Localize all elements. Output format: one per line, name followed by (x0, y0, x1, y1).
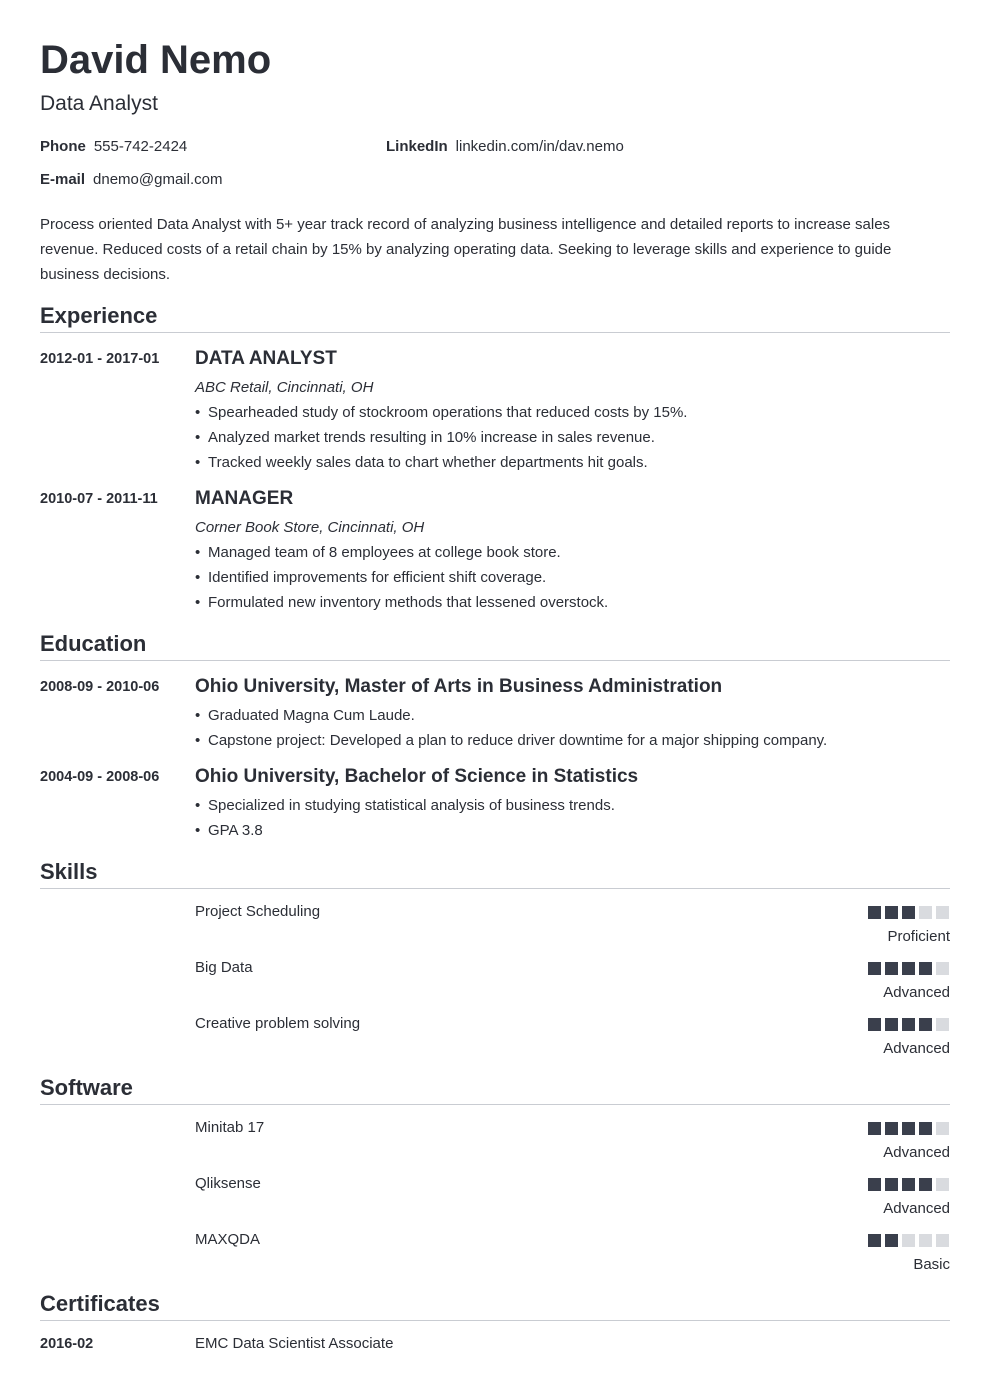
rating-square-filled (885, 906, 898, 919)
list-item: • Managed team of 8 employees at college book store. (195, 544, 561, 561)
software-heading: Software (40, 1075, 133, 1100)
software-divider (40, 1104, 950, 1105)
linkedin-label: LinkedIn (386, 138, 448, 155)
rating-square-filled (885, 1018, 898, 1031)
certificate-name: EMC Data Scientist Associate (195, 1335, 394, 1352)
rating-square-filled (902, 1178, 915, 1191)
software-name: Minitab 17 (195, 1119, 265, 1136)
list-item: • Tracked weekly sales data to chart whether departments hit goals. (195, 454, 648, 471)
rating-square-empty (936, 962, 949, 975)
education-heading: Education (40, 631, 147, 656)
list-item: • Identified improvements for efficient shift coverage. (195, 569, 547, 586)
rating-square-filled (868, 1234, 881, 1247)
rating-square-filled (868, 906, 881, 919)
email-link[interactable]: dnemo@gmail.com (93, 171, 223, 188)
certificate-date: 2016-02 (40, 1336, 94, 1352)
rating-square-filled (902, 1122, 915, 1135)
email-label: E-mail (40, 171, 86, 188)
skills-heading: Skills (40, 859, 98, 884)
list-item: • Capstone project: Developed a plan to reduce driver downtime for a major shipping company. (195, 732, 828, 749)
rating-square-filled (919, 1178, 932, 1191)
software-name: Qliksense (195, 1175, 261, 1192)
rating-square-filled (868, 1178, 881, 1191)
rating-square-filled (885, 962, 898, 975)
rating-square-filled (902, 1018, 915, 1031)
software-level: Advanced (883, 1200, 950, 1217)
rating-square-empty (936, 1122, 949, 1135)
contact-phone (40, 137, 187, 157)
education-dates: 2008-09 - 2010-06 (40, 679, 160, 695)
candidate-title: Data Analyst (40, 92, 158, 115)
list-item: • GPA 3.8 (195, 822, 263, 839)
rating-square-empty (902, 1234, 915, 1247)
job-company: ABC Retail, Cincinnati, OH (195, 379, 374, 396)
rating-square-empty (919, 1234, 932, 1247)
rating-square-filled (868, 1122, 881, 1135)
software-level: Advanced (883, 1144, 950, 1161)
education-dates: 2004-09 - 2008-06 (40, 769, 160, 785)
rating-square-filled (868, 1018, 881, 1031)
certificates-divider (40, 1320, 950, 1321)
rating-square-empty (936, 1018, 949, 1031)
rating-square-filled (902, 962, 915, 975)
list-item: • Specialized in studying statistical analysis of business trends. (195, 797, 615, 814)
job-dates: 2010-07 - 2011-11 (40, 491, 158, 507)
rating-square-filled (885, 1234, 898, 1247)
rating-square-filled (885, 1178, 898, 1191)
rating-square-filled (919, 1122, 932, 1135)
rating-square-filled (902, 906, 915, 919)
experience-heading: Experience (40, 303, 158, 328)
rating-square-empty (936, 906, 949, 919)
education-title: Ohio University, Master of Arts in Business Administration (195, 676, 723, 697)
software-name: MAXQDA (195, 1231, 261, 1248)
education-divider (40, 660, 950, 661)
profile-summary: Process oriented Data Analyst with 5+ year track record of analyzing business intelligence and detailed reports to increase sales revenue. Reduced costs of a retail chain by 15% by analyzing operating data. Seeking to leverage skills and experience to guide business decisions. (40, 216, 892, 283)
phone-value: 555-742-2424 (93, 138, 188, 155)
phone-label: Phone (40, 138, 86, 155)
rating-square-empty (919, 906, 932, 919)
contact-email (40, 170, 222, 190)
skills-divider (40, 888, 950, 889)
rating-square-filled (919, 962, 932, 975)
experience-divider (40, 332, 950, 333)
rating-square-empty (936, 1234, 949, 1247)
list-item: • Spearheaded study of stockroom operations that reduced costs by 15%. (195, 404, 688, 421)
linkedin-link[interactable]: linkedin.com/in/dav.nemo (455, 138, 624, 155)
skill-name: Project Scheduling (195, 903, 321, 920)
skill-name: Big Data (195, 959, 253, 976)
job-company: Corner Book Store, Cincinnati, OH (195, 519, 425, 536)
skill-name: Creative problem solving (195, 1015, 361, 1032)
job-title: MANAGER (195, 488, 294, 509)
rating-square-filled (885, 1122, 898, 1135)
education-title: Ohio University, Bachelor of Science in Statistics (195, 766, 639, 787)
skill-level: Proficient (887, 928, 950, 945)
rating-square-empty (936, 1178, 949, 1191)
list-item: • Formulated new inventory methods that lessened overstock. (195, 594, 609, 611)
list-item: • Analyzed market trends resulting in 10% increase in sales revenue. (195, 429, 655, 446)
software-level: Basic (913, 1256, 950, 1273)
skill-level: Advanced (883, 984, 950, 1001)
contact-linkedin (386, 137, 624, 157)
candidate-name: David Nemo (40, 38, 272, 82)
rating-square-filled (868, 962, 881, 975)
skill-level: Advanced (883, 1040, 950, 1057)
certificates-heading: Certificates (40, 1291, 160, 1316)
job-dates: 2012-01 - 2017-01 (40, 351, 160, 367)
list-item: • Graduated Magna Cum Laude. (195, 707, 415, 724)
job-title: DATA ANALYST (195, 348, 337, 369)
rating-square-filled (919, 1018, 932, 1031)
